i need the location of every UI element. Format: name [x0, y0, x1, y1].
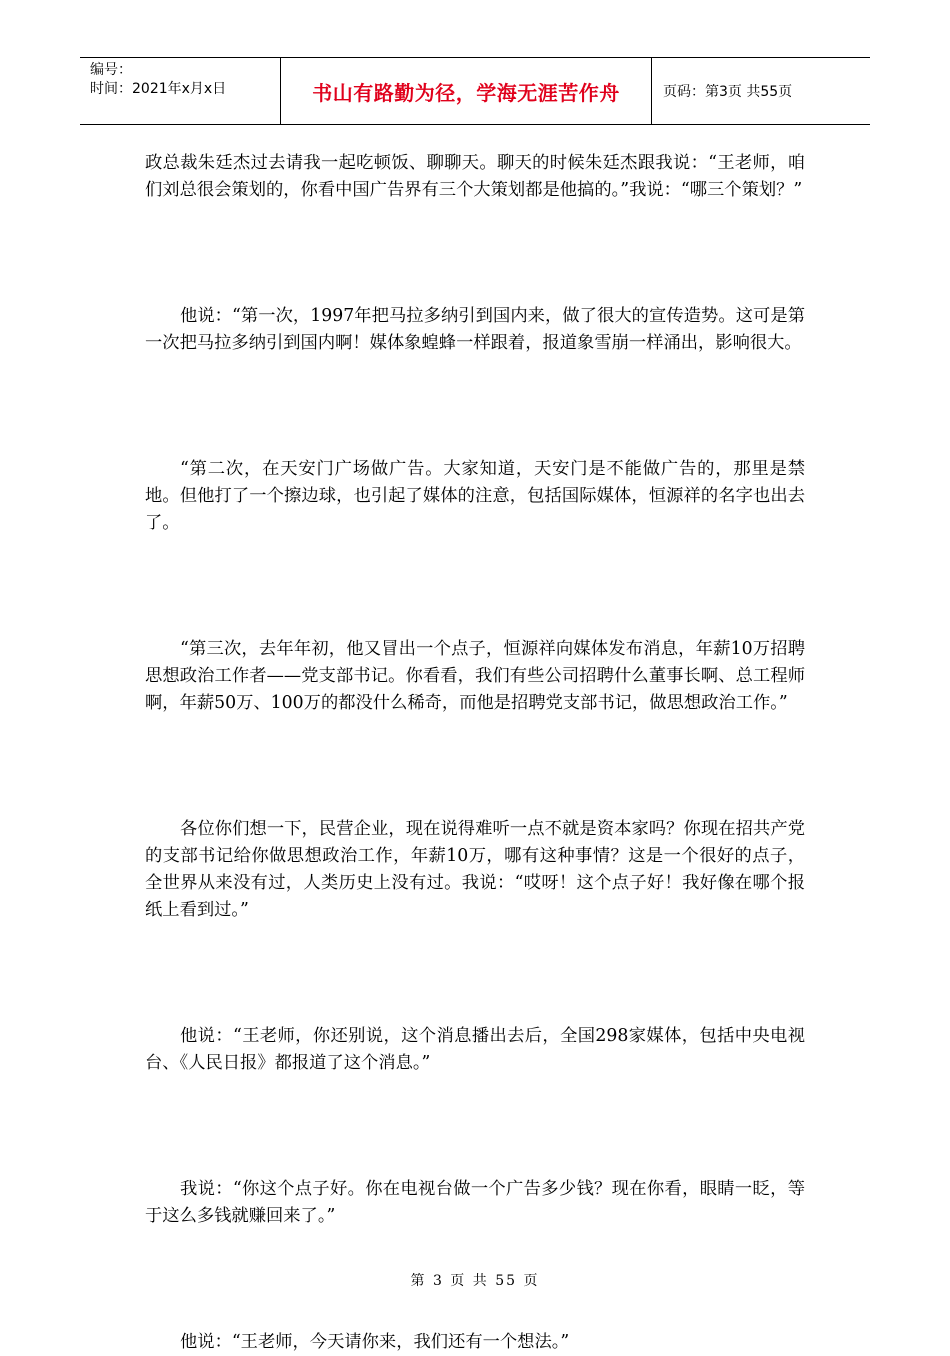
page-footer: 第 3 页 共 55 页	[410, 1273, 540, 1289]
paragraph: 他说：“王老师，今天请你来，我们还有一个想法。”	[180, 1332, 570, 1352]
document-header	[80, 57, 870, 125]
time-label: 时间：2021年x月x日	[90, 81, 227, 97]
document-body	[145, 150, 805, 1356]
header-meta	[80, 58, 281, 124]
header-page-info: 页码：第3页 共55页	[663, 84, 793, 100]
header-motto: 书山有路勤为径，学海无涯苦作舟	[281, 58, 652, 124]
number-label: 编号：	[90, 62, 132, 78]
paragraph: “第三次，去年年初，他又冒出一个点子，恒源祥向媒体发布消息，年薪10万招聘思想政治工作者——党支部书记。你看看，我们有些公司招聘什么董事长啊、总工程师啊，年薪50万、100万的都没什么稀奇，而他是招聘党支部书记，做思想政治工作。”	[145, 639, 805, 713]
paragraph: 政总裁朱廷杰过去请我一起吃顿饭、聊聊天。聊天的时候朱廷杰跟我说：“王老师，咱们刘总很会策划的，你看中国广告界有三个大策划都是他搞的。”我说：“哪三个策划？”	[145, 153, 805, 200]
paragraph: “第二次，在天安门广场做广告。大家知道，天安门是不能做广告的，那里是禁地。但他打了一个擦边球，也引起了媒体的注意，包括国际媒体，恒源祥的名字也出去了。	[145, 459, 805, 533]
paragraph: 我说：“你这个点子好。你在电视台做一个广告多少钱？现在你看，眼睛一眨，等于这么多钱就赚回来了。”	[145, 1179, 805, 1226]
paragraph: 他说：“王老师，你还别说，这个消息播出去后，全国298家媒体，包括中央电视台、《人民日报》都报道了这个消息。”	[145, 1026, 805, 1073]
paragraph: 各位你们想一下，民营企业，现在说得难听一点不就是资本家吗？你现在招共产党的支部书记给你做思想政治工作，年薪10万，哪有这种事情？这是一个很好的点子，全世界从来没有过，人类历史上没有过。我说：“哎呀！这个点子好！我好像在哪个报纸上看到过。”	[145, 819, 805, 920]
paragraph: 他说：“第一次，1997年把马拉多纳引到国内来，做了很大的宣传造势。这可是第一次把马拉多纳引到国内啊！媒体象蝗蜂一样跟着，报道象雪崩一样涌出，影响很大。	[145, 306, 805, 353]
